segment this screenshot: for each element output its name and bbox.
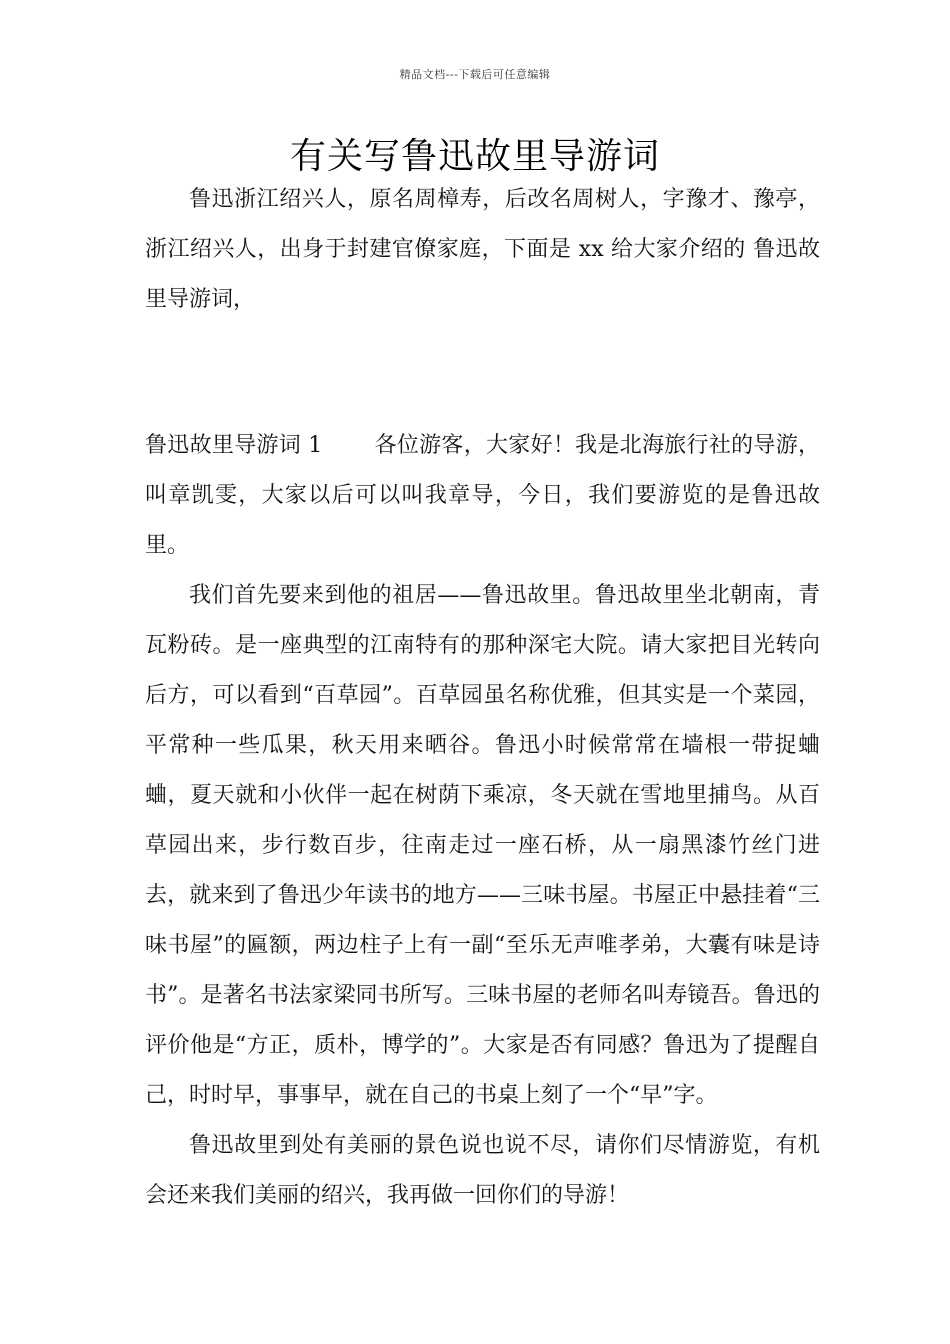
body-paragraph-2: 我们首先要来到他的祖居——鲁迅故里。鲁迅故里坐北朝南，青瓦粉砖。是一座典型的江南特有的那种深宅大院。请大家把目光转向后方，可以看到“百草园”。百草园虽名称优雅，但其实是一个菜园，平常种一些瓜果，秋天用来晒谷。鲁迅小时候常常在墙根一带捉蛐蛐，夏天就和小伙伴一起在树荫下乘凉，冬天就在雪地里捕鸟。从百草园出来，步行数百步，往南走过一座石桥，从一扇黑漆竹丝门进去，就来到了鲁迅少年读书的地方——三味书屋。书屋正中悬挂着“三味书屋”的匾额，两边柱子上有一副“至乐无声唯孝弟，大囊有味是诗书”。是著名书法家梁同书所写。三味书屋的老师名叫寿镜吾。鲁迅的评价他是“方正，质朴，博学的”。大家是否有同感？鲁迅为了提醒自己，时时早，事事早，就在自己的书桌上刻了一个“早”字。 xyxy=(145,583,820,1108)
intro-paragraph: 鲁迅浙江绍兴人，原名周樟寿，后改名周树人，字豫才、豫亭，浙江绍兴人，出身于封建官僚家庭，下面是 xx 给大家介绍的 鲁迅故里导游词， xyxy=(145,187,820,312)
body-paragraph-3: 鲁迅故里到处有美丽的景色说也说不尽，请你们尽情游览，有机会还来我们美丽的绍兴，我再做一回你们的导游！ xyxy=(145,1133,820,1208)
section-heading: 鲁迅故里导游词 1 xyxy=(145,433,323,458)
document-body xyxy=(145,175,820,1221)
section-first-text: 各位游客，大家好！我是北海旅行社的导游，叫章凯雯，大家以后可以叫我章导，今日，我们要游览的是鲁迅故里。 xyxy=(145,433,820,558)
header-note: 精品文档---下载后可任意编辑 xyxy=(399,68,551,81)
page-title: 有关写鲁迅故里导游词 xyxy=(289,136,660,177)
blank-line xyxy=(145,325,820,375)
section-paragraph xyxy=(145,421,820,571)
